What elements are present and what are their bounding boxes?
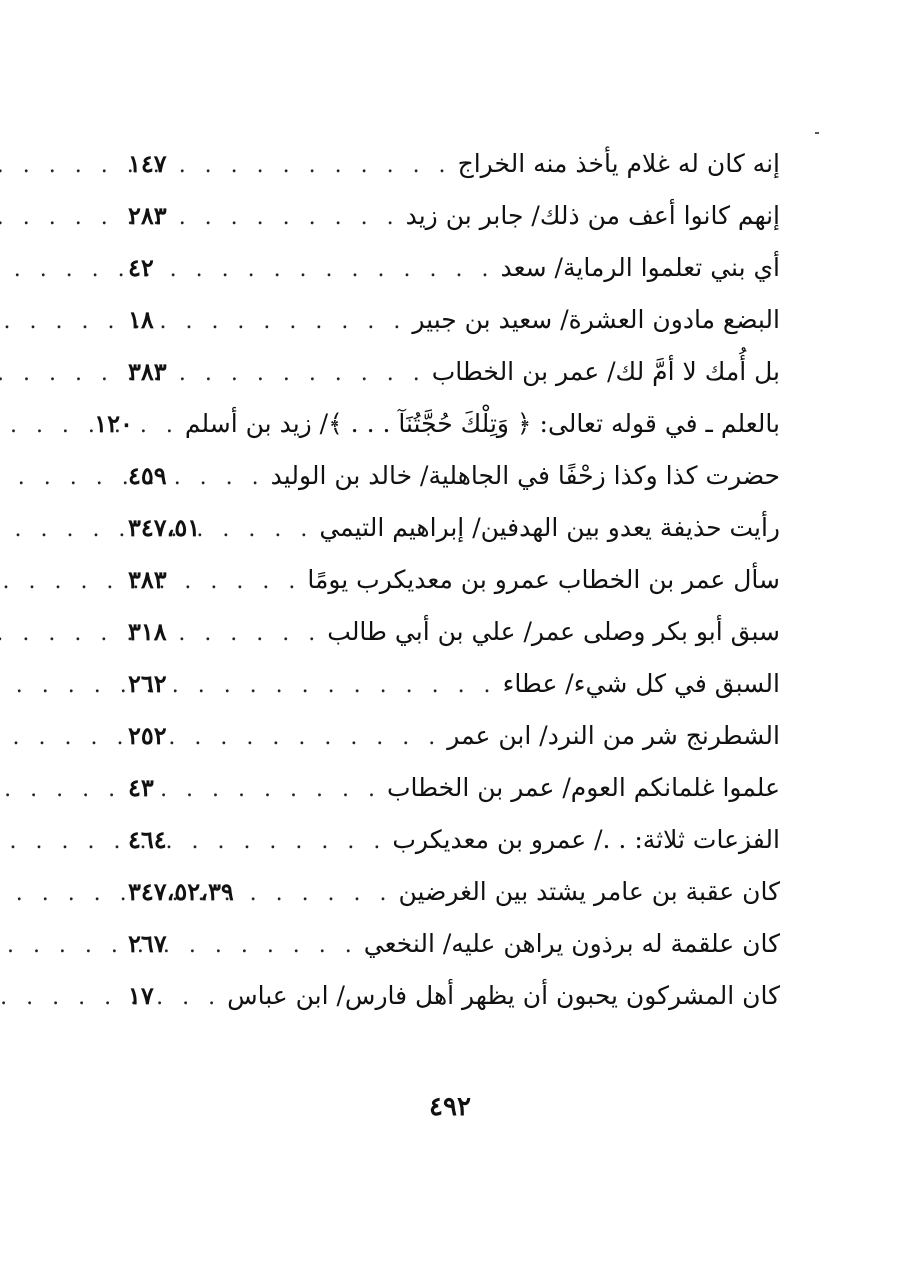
entry-text: بالعلم ـ في قوله تعالى: ﴿ وَتِلْكَ حُجَّتُنَآ . . . ﴾/ زيد بن أسلم — [184, 409, 780, 438]
index-entry — [128, 242, 780, 294]
entry-page-ref: ٢٦٢ — [128, 669, 167, 698]
entry-text: رأيت حذيفة يعدو بين الهدفين/ إبراهيم التيمي — [319, 513, 780, 542]
entry-page-ref: ١٨ — [128, 305, 154, 334]
entry-page-ref: ٢٨٣ — [128, 201, 167, 230]
index-entries-list — [94, 138, 780, 1022]
index-entry — [128, 762, 780, 814]
page-number: ٤٩٢ — [429, 1092, 471, 1122]
entry-text: بل أُمك لا أمَّ لك/ عمر بن الخطاب — [431, 357, 780, 386]
entry-page-ref: ١٤٧ — [128, 149, 167, 178]
index-entry — [128, 710, 780, 762]
entry-text: كان المشركون يحبون أن يظهر أهل فارس/ ابن عباس — [227, 981, 780, 1010]
dot-leader — [154, 972, 227, 1024]
entry-page-ref: ٣٨٣ — [128, 565, 167, 594]
index-entry — [128, 554, 780, 606]
entry-text: البضع مادون العشرة/ سعيد بن جبير — [412, 305, 780, 334]
entry-page-ref: ٤٦٤ — [128, 825, 167, 854]
entry-text: الشطرنج شر من النرد/ ابن عمر — [447, 721, 780, 750]
entry-text: سأل عمر بن الخطاب عمرو بن معديكرب يومًا — [307, 565, 780, 594]
dot-leader — [167, 348, 432, 400]
index-entry — [128, 294, 780, 346]
scan-mark — [815, 132, 819, 134]
dot-leader — [167, 816, 393, 868]
entry-text: كان علقمة له برذون يراهن عليه/ النخعي — [363, 929, 780, 958]
entry-page-ref: ٣٨٣ — [128, 357, 167, 386]
entry-page-ref: ١٢٠ — [94, 409, 133, 438]
entry-page-ref: ٣١٨ — [128, 617, 167, 646]
dot-leader — [167, 712, 448, 764]
entry-text: أي بني تعلموا الرماية/ سعد — [500, 253, 780, 282]
dot-leader — [167, 452, 271, 504]
entry-text: إنه كان له غلام يأخذ منه الخراج — [457, 149, 780, 178]
dot-leader — [167, 556, 308, 608]
entry-text: الفزعات ثلاثة: . ./ عمرو بن معديكرب — [392, 825, 780, 854]
entry-text: إنهم كانوا أعف من ذلك/ جابر بن زيد — [405, 201, 780, 230]
entry-text: كان عقبة بن عامر يشتد بين الغرضين — [398, 877, 780, 906]
entry-text: السبق في كل شيء/ عطاء — [502, 669, 780, 698]
dot-leader — [234, 868, 399, 920]
entry-page-ref: ١٧ — [128, 981, 154, 1010]
index-entry — [128, 138, 780, 190]
entry-page-ref: ٣٤٧،٥٢،٣٩ — [128, 877, 234, 906]
index-entry — [128, 346, 780, 398]
dot-leader — [167, 608, 328, 660]
entry-text: سبق أبو بكر وصلى عمر/ علي بن أبي طالب — [327, 617, 780, 646]
entry-text: حضرت كذا وكذا زحْفًا في الجاهلية/ خالد بن الوليد — [270, 461, 780, 490]
dot-leader — [167, 660, 503, 712]
entry-page-ref: ٤٥٩ — [128, 461, 167, 490]
index-entry — [128, 606, 780, 658]
index-entry — [128, 658, 780, 710]
entry-page-ref: ٢٥٢ — [128, 721, 167, 750]
entry-text: علموا غلمانكم العوم/ عمر بن الخطاب — [386, 773, 780, 802]
dot-leader — [200, 504, 319, 556]
index-entry — [128, 918, 780, 970]
dot-leader — [133, 400, 185, 452]
index-entry — [128, 190, 780, 242]
index-entry — [128, 866, 780, 918]
dot-leader — [167, 140, 458, 192]
dot-leader — [154, 764, 387, 816]
entry-page-ref: ٣٤٧،٥١ — [128, 513, 201, 542]
dot-leader — [154, 296, 413, 348]
index-entry — [128, 814, 780, 866]
entry-page-ref: ٢٦٧ — [128, 929, 167, 958]
dot-leader — [167, 192, 406, 244]
index-entry — [128, 502, 780, 554]
index-entry — [128, 970, 780, 1022]
entry-page-ref: ٤٣ — [128, 773, 154, 802]
index-entry — [128, 450, 780, 502]
dot-leader — [154, 244, 501, 296]
entry-page-ref: ٤٢ — [128, 253, 154, 282]
index-entry — [94, 398, 780, 450]
dot-leader — [167, 920, 364, 972]
